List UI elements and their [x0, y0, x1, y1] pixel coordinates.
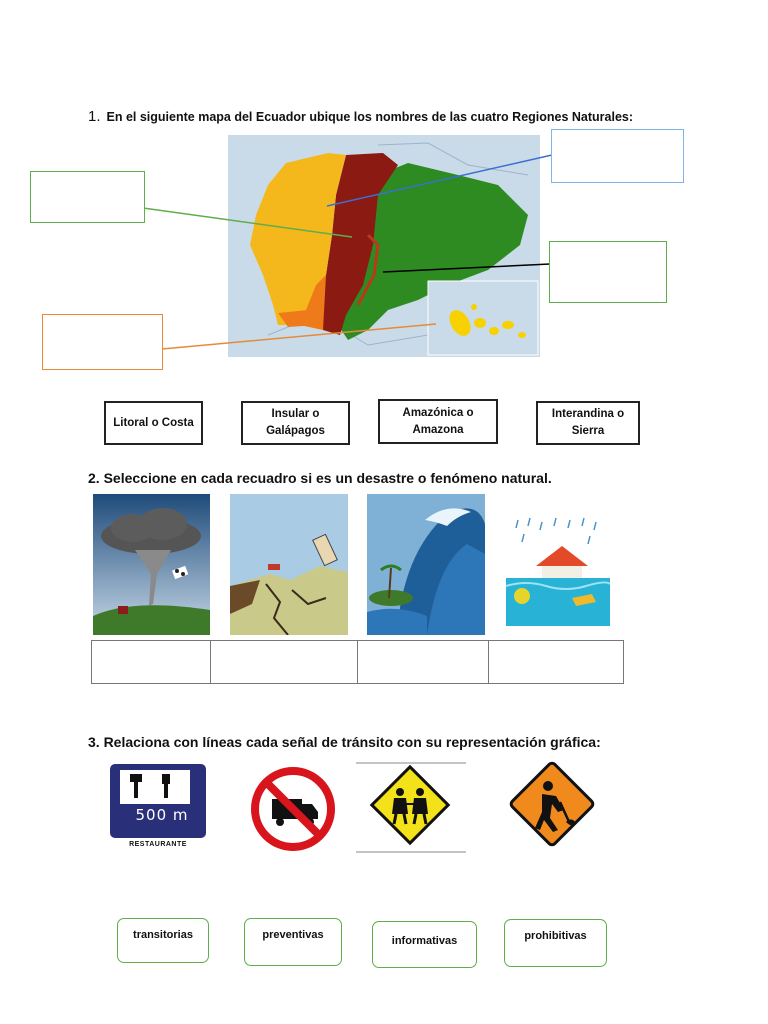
tsunami-image [367, 494, 485, 635]
answer-box-green-right[interactable] [549, 241, 667, 303]
selection-cell-3[interactable] [358, 641, 489, 684]
label-insular-line1: Insular o [271, 408, 320, 421]
question-1-number: 1. [88, 108, 101, 125]
word-box-prohibitivas[interactable] [504, 919, 607, 967]
school-children-sign [356, 762, 466, 854]
label-amazonica-line1: Amazónica o [402, 406, 474, 419]
word-prohibitivas: prohibitivas [524, 930, 587, 942]
word-box-informativas[interactable] [372, 921, 477, 968]
word-box-preventivas[interactable] [244, 918, 342, 966]
restaurant-caption: RESTAURANTE [129, 841, 187, 848]
tornado-image [93, 494, 210, 635]
question-1-text: En el siguiente mapa del Ecuador ubique los nombres de las cuatro Regiones Naturales: [106, 110, 634, 124]
label-interandina-sierra[interactable] [536, 401, 640, 445]
selection-cell-4[interactable] [489, 641, 624, 684]
restaurant-distance: 500 m [135, 806, 189, 824]
word-preventivas: preventivas [262, 929, 324, 941]
label-litoral-costa[interactable] [104, 401, 203, 445]
label-insular-line2: Galápagos [266, 425, 325, 437]
restaurant-sign [106, 762, 208, 854]
answer-box-blue[interactable] [551, 129, 684, 183]
word-transitorias: transitorias [133, 929, 193, 941]
no-trucks-sign [250, 766, 336, 852]
question-2-title: 2. Seleccione en cada recuadro si es un desastre o fenómeno natural. [88, 470, 552, 486]
label-litoral-line1: Litoral o Costa [113, 416, 194, 429]
word-informativas: informativas [391, 935, 458, 947]
road-work-sign [498, 758, 606, 850]
label-amazonica-line2: Amazona [412, 423, 464, 436]
question-3-title: 3. Relaciona con líneas cada señal de tránsito con su representación gráfica: [88, 734, 601, 750]
selection-cell-2[interactable] [211, 641, 358, 684]
earthquake-image [230, 494, 348, 635]
label-insular-galapagos[interactable] [241, 401, 350, 445]
answer-box-orange[interactable] [42, 314, 163, 370]
label-interandina-line1: Interandina o [551, 408, 625, 421]
answer-box-green-left[interactable] [30, 171, 145, 223]
label-interandina-line2: Sierra [571, 425, 605, 437]
selection-table [91, 640, 624, 684]
label-amazonica[interactable] [378, 399, 498, 444]
selection-cell-1[interactable] [92, 641, 211, 684]
flood-image [506, 514, 610, 626]
word-box-transitorias[interactable] [117, 918, 209, 963]
